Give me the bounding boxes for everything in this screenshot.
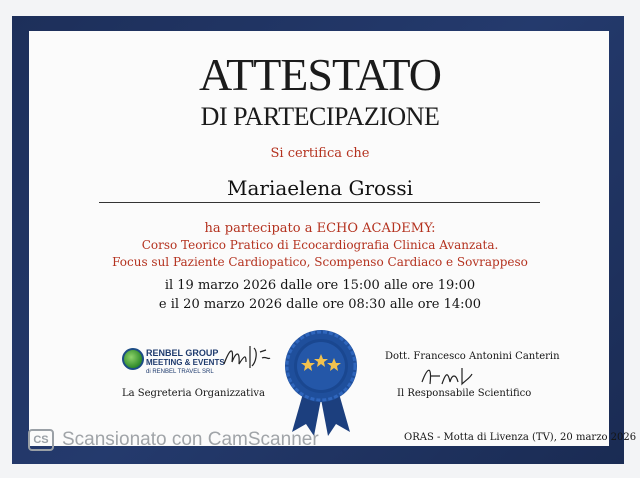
- camscanner-icon: CS: [28, 429, 54, 451]
- course-description: [0, 220, 640, 271]
- scientific-director-label: Il Responsabile Scientifico: [397, 388, 532, 399]
- logo-line-1: RENBEL GROUP: [146, 348, 219, 358]
- date-line-1: il 19 marzo 2026 dalle ore 15:00 alle ore 19:00: [164, 278, 476, 293]
- certify-line: Si certifica che: [270, 146, 370, 161]
- course-line-1: ha partecipato a ECHO ACADEMY:: [204, 221, 436, 236]
- course-line-3: Focus sul Paziente Cardiopatico, Scompenso Cardiaco e Sovrappeso: [112, 255, 528, 269]
- place-and-date: ORAS - Motta di Livenza (TV), 20 marzo 2026: [404, 432, 637, 443]
- logo-line-2: MEETING & EVENTS: [146, 358, 225, 367]
- organizer-signature: [222, 342, 272, 372]
- globe-logo-icon: [122, 348, 144, 370]
- camscanner-watermark: [28, 428, 319, 452]
- director-signature: [418, 364, 474, 388]
- certificate-subtitle: DI PARTECIPAZIONE: [200, 102, 440, 131]
- logo-line-3: di RENBEL TRAVEL SRL: [146, 369, 214, 375]
- course-line-2: Corso Teorico Pratico di Ecocardiografia Clinica Avanzata.: [141, 238, 499, 252]
- organizer-label: La Segreteria Organizzativa: [122, 388, 266, 399]
- rosette-seal-icon: [276, 328, 366, 438]
- name-underline: [99, 202, 540, 203]
- certificate-title: ATTESTATO: [198, 49, 442, 100]
- participant-name: Mariaelena Grossi: [226, 176, 413, 200]
- scientific-director-name: Dott. Francesco Antonini Canterin: [385, 351, 560, 362]
- course-dates: [0, 276, 640, 314]
- date-line-2: e il 20 marzo 2026 dalle ore 08:30 alle ore 14:00: [158, 297, 482, 312]
- watermark-text: Scansionato con CamScanner: [62, 429, 319, 450]
